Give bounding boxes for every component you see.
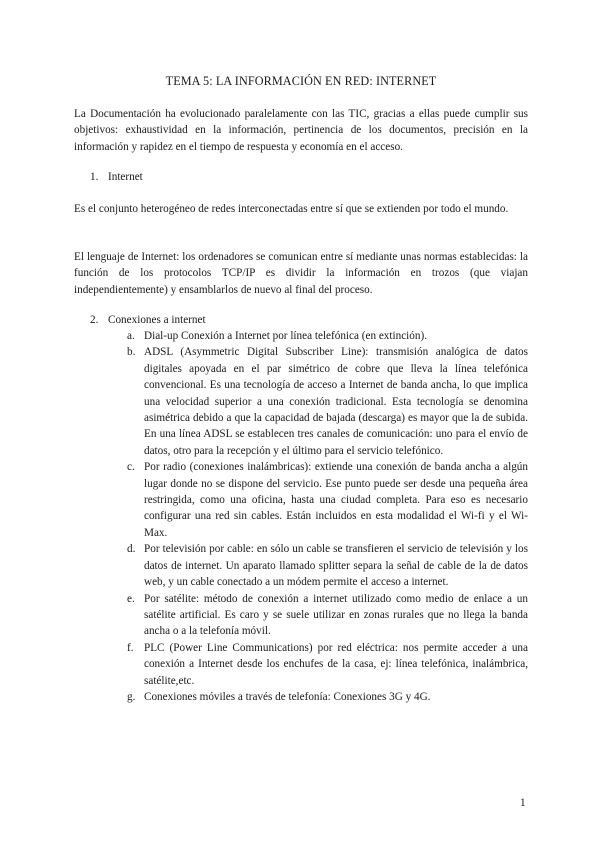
internet-language-paragraph: El lenguaje de Internet: los ordenadores se comunican entre sí mediante unas normas establecidas: la función de los protocolos TCP/IP es dividir la información en trozos (que viajan independientemente) y ensamblarlos de nuevo al final del proceso. [74,251,528,296]
list-item-letter: g. [127,690,136,703]
list-item [127,591,528,640]
list-item-text: Dial-up Conexión a Internet por línea telefónica (en extinción). [144,330,427,342]
section-number: 2. [90,314,99,326]
document-title: TEMA 5: LA INFORMACIÓN EN RED: INTERNET [165,74,437,88]
list-item-letter: e. [127,592,135,605]
list-item [127,541,528,590]
list-item [127,689,528,705]
section-heading-text: Conexiones a internet [108,314,206,326]
page-number: 1 [520,797,526,809]
connections-list [127,328,528,705]
list-item-letter: c. [127,461,135,474]
list-item-text: Por satélite: método de conexión a internet utilizado como medio de enlace a un satélite artificial. Es caro y se suele utilizar en zonas rurales que no llega la banda ancha o a la telefonía móvil. [144,592,528,638]
list-item [127,640,528,689]
list-item-letter: f. [127,641,134,654]
list-item-text: ADSL (Asymmetric Digital Subscriber Line): transmisión analógica de datos digitales apoyada en el par simétrico de cobre que lleva la línea telefónica convencional. Es una tecnología de acceso a Internet de banda ancha, lo que implica una velocidad superior a una conexión tradicional. Esta tecnología se denomina asimétrica debido a que la capacidad de bajada (descarga) es mayor que la de subida. En una línea ADSL se establecen tres canales de comunicación: uno para el envío de datos, otro para la recepción y el último para el servicio telefónico. [144,346,528,457]
list-item-letter: b. [127,346,136,359]
list-item [127,344,528,459]
list-item [127,328,528,344]
section-number: 1. [90,171,99,183]
list-item-text: PLC (Power Line Communications) por red eléctrica: nos permite acceder a una conexión a Internet desde los enchufes de la casa, ej: línea telefónica, inalámbrica, satélite,etc. [144,641,528,687]
list-item-text: Por radio (conexiones inalámbricas): extiende una conexión de banda ancha a algún lugar donde no se dispone del servicio. Ese punto puede ser desde una pequeña área restringida, como una oficina, hasta una ciudad completa. Para eso es necesario configurar una red sin cables. Están incluidos en esta modalidad el Wi-fi y el Wi-Max. [144,461,528,539]
list-item-text: Por televisión por cable: en sólo un cable se transfieren el servicio de televisión y los datos de internet. Un aparato llamado splitter separa la señal de cable de la de datos web, y un cable conectado a un módem permite el acceso a internet. [144,543,528,589]
section-heading-text: Internet [108,171,143,183]
list-item-letter: a. [127,330,135,342]
list-item [127,459,528,541]
document-page [74,0,528,848]
intro-paragraph: La Documentación ha evolucionado paralelamente con las TIC, gracias a ellas puede cumplir sus objetivos: exhaustividad en la información, pertinencia de los documentos, precisión en la información y rapidez en el tiempo de respuesta y economía en el acceso. [74,108,528,153]
internet-definition-paragraph: Es el conjunto heterogéneo de redes interconectadas entre sí que se extienden por todo el mundo. [74,203,509,215]
list-item-text: Conexiones móviles a través de telefonía: Conexiones 3G y 4G. [144,690,431,703]
list-item-letter: d. [127,543,136,556]
